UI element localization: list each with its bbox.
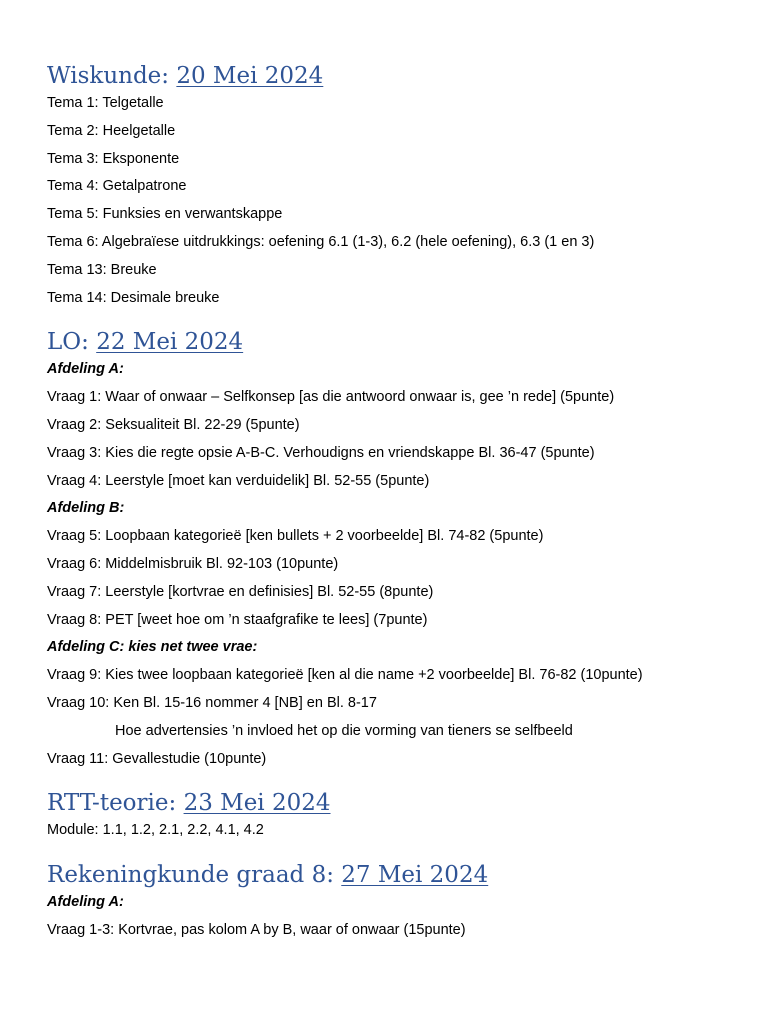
section-date-link[interactable]: 22 Mei 2024 [96, 329, 244, 356]
list-item: Tema 13: Breuke [47, 261, 157, 278]
list-item: Vraag 11: Gevallestudie (10punte) [47, 750, 267, 767]
section-heading-wiskunde [47, 62, 747, 90]
list-item: Vraag 1: Waar of onwaar – Selfkonsep [as die antwoord onwaar is, gee ’n rede] (5punte) [47, 389, 615, 406]
list-item: Vraag 1-3: Kortvrae, pas kolom A by B, waar of onwaar (15punte) [47, 921, 466, 938]
section-date-link[interactable]: 27 Mei 2024 [341, 862, 489, 889]
list-item: Vraag 10: Ken Bl. 15-16 nommer 4 [NB] en Bl. 8-17 [47, 694, 377, 711]
list-item: Vraag 3: Kies die regte opsie A-B-C. Verhoudigns en vriendskappe Bl. 36-47 (5punte) [47, 444, 595, 461]
document-page [47, 62, 747, 945]
list-item: Vraag 5: Loopbaan kategorieë [ken bullets + 2 voorbeelde] Bl. 74-82 (5punte) [47, 528, 544, 545]
list-item-indented: Hoe advertensies ’n invloed het op die vorming van tieners se selfbeeld [115, 722, 573, 739]
list-item: Tema 6: Algebraïese uitdrukkings: oefening 6.1 (1-3), 6.2 (hele oefening), 6.3 (1 en 3) [47, 233, 595, 250]
subsection-heading: Afdeling B: [47, 500, 125, 517]
list-item: Tema 1: Telgetalle [47, 95, 164, 111]
list-item: Tema 4: Getalpatrone [47, 178, 187, 195]
subsection-heading: Afdeling C: kies net twee vrae: [47, 639, 258, 656]
list-item: Tema 3: Eksponente [47, 150, 180, 167]
list-item: Tema 5: Funksies en verwantskappe [47, 206, 283, 223]
list-item: Module: 1.1, 1.2, 2.1, 2.2, 4.1, 4.2 [47, 822, 264, 839]
list-item: Vraag 7: Leerstyle [kortvrae en definisies] Bl. 52-55 (8punte) [47, 583, 434, 600]
section-heading-rekeningkunde [47, 861, 747, 889]
section-heading-lo [47, 328, 747, 356]
list-item: Vraag 9: Kies twee loopbaan kategorieë [ken al die name +2 voorbeelde] Bl. 76-82 (10punte) [47, 667, 643, 684]
list-item: Tema 2: Heelgetalle [47, 122, 176, 139]
section-date-link[interactable]: 20 Mei 2024 [176, 63, 324, 89]
list-item: Vraag 8: PET [weet hoe om ’n staafgrafike te lees] (7punte) [47, 611, 428, 628]
list-item: Tema 14: Desimale breuke [47, 289, 220, 306]
section-heading-rtt [47, 789, 747, 817]
section-title: RTT-teorie: [47, 790, 177, 817]
list-item: Vraag 4: Leerstyle [moet kan verduidelik] Bl. 52-55 (5punte) [47, 472, 430, 489]
section-date-link[interactable]: 23 Mei 2024 [183, 790, 331, 817]
section-title: Rekeningkunde graad 8: [47, 862, 334, 889]
list-item: Vraag 2: Seksualiteit Bl. 22-29 (5punte) [47, 416, 300, 433]
section-title: LO: [47, 329, 89, 356]
subsection-heading: Afdeling A: [47, 894, 124, 911]
subsection-heading: Afdeling A: [47, 361, 124, 378]
section-title: Wiskunde: [47, 63, 170, 89]
list-item: Vraag 6: Middelmisbruik Bl. 92-103 (10punte) [47, 555, 339, 572]
